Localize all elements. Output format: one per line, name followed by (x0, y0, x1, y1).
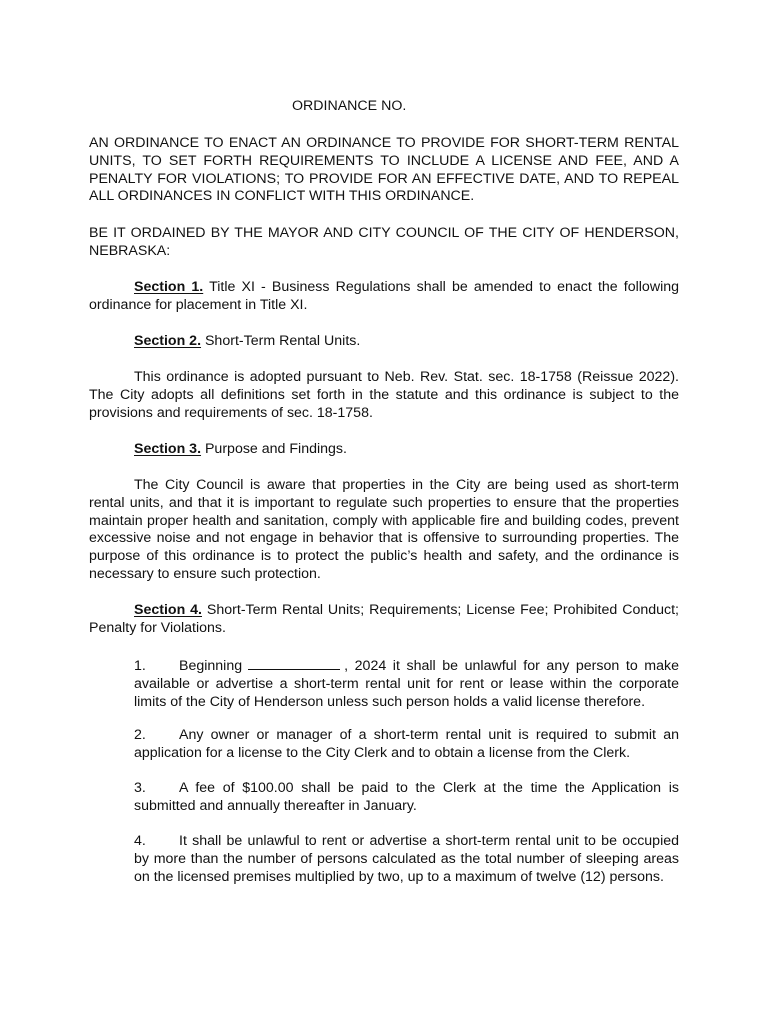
section-2-text: This ordinance is adopted pursuant to Neb. Rev. Stat. sec. 18-1758 (Reissue 2022). The City adopts all definitions set forth in the statute and this ordinance is subject to the provisions and requirements of sec. 18-1758. (89, 369, 679, 421)
list-item-text: A fee of $100.00 shall be paid to the Clerk at the time the Application is submitted and annually thereafter in January. (134, 780, 679, 814)
list-item-number: 3. (134, 780, 146, 796)
list-item (134, 656, 679, 711)
list-item (134, 727, 679, 763)
section-2-heading (89, 333, 679, 351)
section-4-heading (89, 602, 679, 638)
enacting-clause: BE IT ORDAINED BY THE MAYOR AND CITY COUNCIL OF THE CITY OF HENDERSON, NEBRASKA: (89, 225, 679, 259)
section-2-title: Short-Term Rental Units. (201, 333, 361, 349)
section-3-label: Section 3. (134, 441, 202, 457)
list-item-text: Any owner or manager of a short-term rental unit is required to submit an application for a license to the City Clerk and to obtain a license from the Clerk. (134, 727, 679, 761)
section-4-label: Section 4. (134, 602, 202, 618)
list-item-text: It shall be unlawful to rent or advertise a short-term rental unit to be occupied by more than the number of persons calculated as the total number of sleeping areas on the licensed premises multiplied by two, up to a maximum of twelve (12) persons. (134, 833, 679, 885)
list-item-text-before: Beginning (179, 658, 243, 674)
section-1-label: Section 1. (134, 279, 204, 295)
list-item-number: 4. (134, 833, 146, 849)
ordinance-title: ORDINANCE NO. (292, 98, 407, 114)
section-3-title: Purpose and Findings. (201, 441, 347, 457)
section-1 (89, 279, 679, 315)
list-item (134, 780, 679, 816)
section-3-heading (89, 441, 679, 459)
list-item-text-after: , 2024 it shall be unlawful for any person to make available or advertise a short-term rental unit for rent or lease within the corporate limits of the City of Henderson unless such person holds a valid license therefore. (134, 658, 679, 710)
section-4-title: Short-Term Rental Units; Requirements; License Fee; Prohibited Conduct; Penalty for Violations. (89, 602, 679, 636)
section-1-text: Title XI - Business Regulations shall be amended to enact the following ordinance for placement in Title XI. (89, 279, 679, 313)
section-2-label: Section 2. (134, 333, 202, 349)
date-blank-line (248, 656, 340, 670)
section-2-body (89, 369, 679, 422)
ordinance-caption: AN ORDINANCE TO ENACT AN ORDINANCE TO PROVIDE FOR SHORT-TERM RENTAL UNITS, TO SET FORTH REQUIREMENTS TO INCLUDE A LICENSE AND FEE, AND A PENALTY FOR VIOLATIONS; TO PROVIDE FOR AN EFFECTIVE DATE, AND TO REPEAL ALL ORDINANCES IN CONFLICT WITH THIS ORDINANCE. (89, 135, 679, 205)
list-item-number: 1. (134, 658, 146, 674)
list-item (134, 833, 679, 886)
section-3-body (89, 477, 679, 584)
list-item-number: 2. (134, 727, 146, 743)
section-3-text: The City Council is aware that properties in the City are being used as short-term rental units, and that it is important to regulate such properties to ensure that the properties maintain proper health and sanitation, comply with applicable fire and building codes, prevent excessive noise and not engage in behavior that is offensive to surrounding properties. The purpose of this ordinance is to protect the public’s health and safety, and the ordinance is necessary to ensure such protection. (89, 477, 679, 582)
